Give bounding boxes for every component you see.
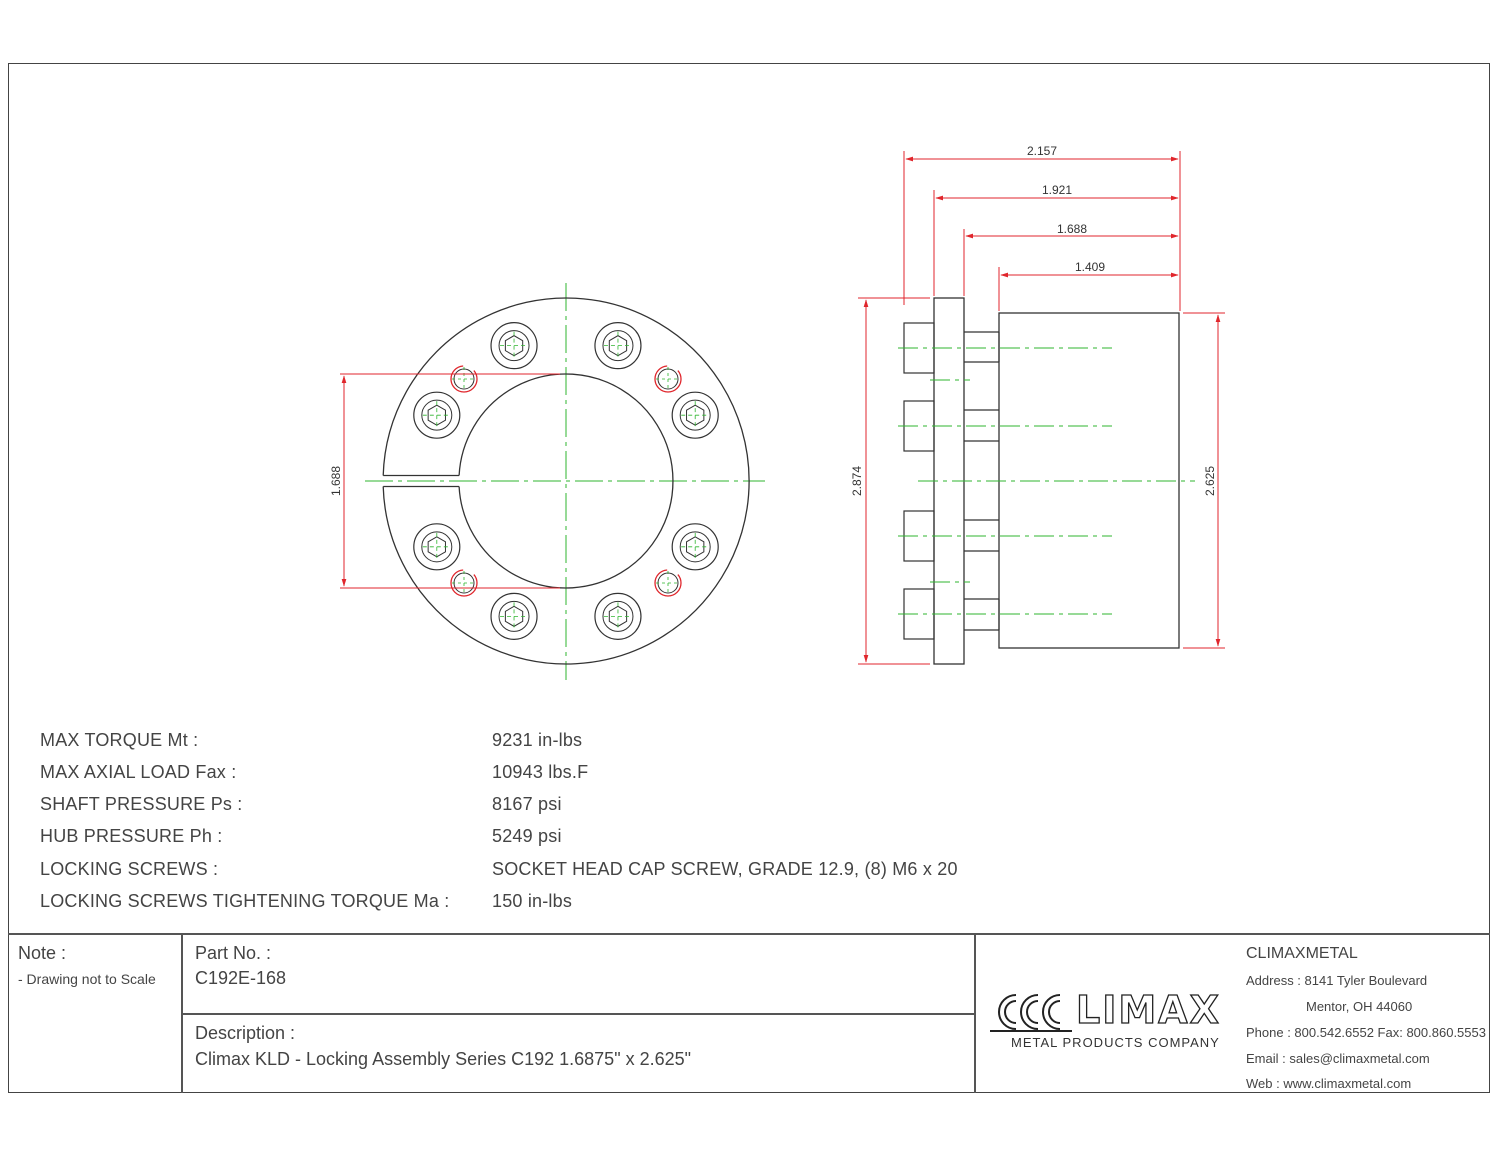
spec-label-hub-pressure: HUB PRESSURE Ph : [40,826,223,846]
screw-head [672,392,718,438]
logo-wordmark: LIMAX [1076,988,1221,1032]
screw-head [491,323,537,369]
jacking-hole [655,366,681,392]
spec-label-shaft-pressure: SHAFT PRESSURE Ps : [40,794,243,814]
dimension-side-1921: 1.921 [1041,183,1073,197]
note-label: Note : [18,943,67,963]
spec-value-shaft-pressure: 8167 psi [492,794,562,814]
screw-head [414,524,460,570]
dimension-side-outer-dia: 2.874 [850,465,864,497]
dimension-side-hub-dia: 2.625 [1203,465,1217,497]
company-city: Mentor, OH 44060 [1306,999,1413,1014]
spec-value-max-torque: 9231 in-lbs [492,730,583,750]
spec-value-locking-screws: SOCKET HEAD CAP SCREW, GRADE 12.9, (8) M6 x 20 [492,859,958,879]
screw-head [491,593,537,639]
jacking-hole [451,366,477,392]
spec-label-locking-screws: LOCKING SCREWS : [40,859,219,879]
screw-head [595,593,641,639]
title-block-divider-3 [182,1013,974,1015]
screw-head [595,323,641,369]
dimension-side-2157: 2.157 [1026,144,1058,158]
jacking-hole [451,570,477,596]
title-block [8,933,1490,1093]
spec-label-max-axial-load: MAX AXIAL LOAD Fax : [40,762,237,782]
company-email: Email : sales@climaxmetal.com [1246,1051,1430,1066]
part-no-label: Part No. : [195,943,272,963]
screw-head [672,524,718,570]
screw-head [414,392,460,438]
front-view [329,283,765,680]
dimension-side-1409: 1.409 [1074,260,1106,274]
company-web: Web : www.climaxmetal.com [1246,1076,1412,1091]
dimension-front-bore: 1.688 [329,465,343,497]
spec-value-max-axial-load: 10943 lbs.F [492,762,589,782]
company-phone: Phone : 800.542.6552 Fax: 800.860.5553 [1246,1025,1486,1040]
side-view [850,144,1225,664]
climax-logo [986,983,1226,1053]
description-value: Climax KLD - Locking Assembly Series C192 1.6875" x 2.625" [195,1049,692,1069]
part-no-value: C192E-168 [195,968,287,988]
logo-subtitle: METAL PRODUCTS COMPANY [1011,1035,1220,1050]
dimension-side-1688: 1.688 [1056,222,1088,236]
note-text: - Drawing not to Scale [18,971,156,987]
spec-value-hub-pressure: 5249 psi [492,826,562,846]
description-label: Description : [195,1023,296,1043]
jacking-hole [655,570,681,596]
title-block-top-border [8,933,1490,935]
spec-value-tightening-torque: 150 in-lbs [492,891,573,911]
title-block-divider-2 [974,933,976,1093]
logo-rings-icon [986,987,1076,1037]
company-address: Address : 8141 Tyler Boulevard [1246,973,1428,988]
company-name: CLIMAXMETAL [1246,945,1358,962]
spec-label-tightening-torque: LOCKING SCREWS TIGHTENING TORQUE Ma : [40,891,450,911]
spec-label-max-torque: MAX TORQUE Mt : [40,730,199,750]
